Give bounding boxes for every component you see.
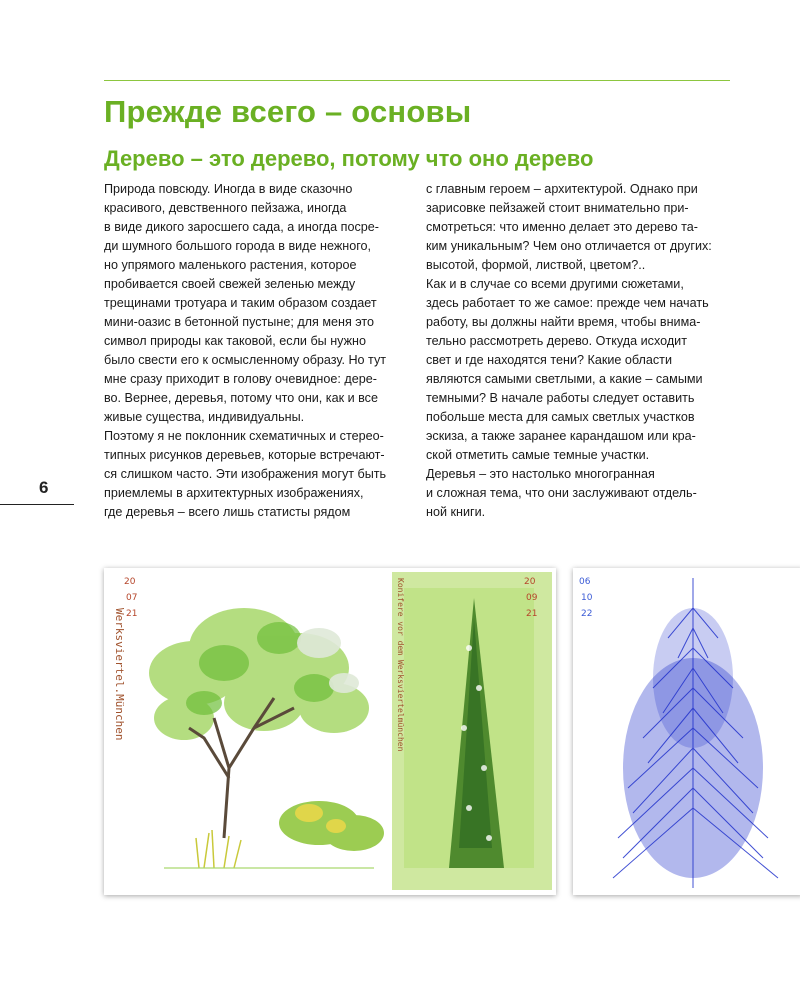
body-line: пробивается своей свежей зеленью между	[104, 277, 356, 291]
body-line: ким уникальным? Чем оно отличается от других:	[426, 239, 712, 253]
body-line: ся слишком часто. Эти изображения могут быть	[104, 467, 387, 481]
deciduous-tree-sketch	[149, 608, 384, 868]
sketch1-date-day: 20	[124, 577, 136, 587]
body-line: во. Вернее, деревья, потому что они, как и все	[104, 391, 378, 405]
body-line: живые существа, индивидуальны.	[104, 410, 305, 424]
sketch1-date-month: 07	[126, 593, 138, 603]
page-number: 6	[39, 478, 49, 497]
watercolor-sketches-illustration	[104, 568, 556, 895]
body-line: мне сразу приходит в голову очевидное: дере-	[104, 372, 377, 386]
body-line: ной книги.	[426, 505, 486, 519]
watercolor-sketches-card	[104, 568, 556, 895]
body-line: приемлемы в архитектурных изображениях,	[104, 486, 364, 500]
body-line: и сложная тема, что они заслуживают отдель-	[426, 486, 697, 500]
body-line: Как и в случае со всеми другими сюжетами,	[426, 277, 684, 291]
body-line: Поэтому я не поклонник схематичных и стерео-	[104, 429, 384, 443]
section-subtitle: Дерево – это дерево, потому что оно дерево	[104, 146, 594, 171]
body-line: являются самыми светлыми, а какие – самыми	[426, 372, 703, 386]
body-line: ди шумного большого города в виде нежного,	[104, 239, 372, 253]
body-line: в виде дикого заросшего сада, а иногда посре-	[104, 220, 379, 234]
body-line: с главным героем – архитектурой. Однако при	[426, 182, 698, 196]
body-line: свет и где находятся тени? Какие области	[426, 353, 672, 367]
body-line: мини-оазис в бетонной пустыне; для меня это	[104, 315, 375, 329]
page-number-rule	[0, 504, 74, 505]
sketch2-vertical-label: Konifere vor dem Werksviertelmünchen	[396, 578, 405, 752]
body-line: Деревья – это настолько многогранная	[426, 467, 655, 481]
body-column-left	[104, 180, 404, 522]
sketch1-vertical-label: Werksviertel.München	[113, 608, 126, 741]
body-line: смотреться: что именно делает это дерево та-	[426, 220, 698, 234]
body-column-right	[426, 180, 736, 522]
body-line: трещинами тротуара и таким образом создает	[104, 296, 377, 310]
body-line: здесь работает то же самое: прежде чем начать	[426, 296, 709, 310]
body-line: высотой, формой, листвой, цветом?..	[426, 258, 646, 272]
body-line: Природа повсюду. Иногда в виде сказочно	[104, 182, 353, 196]
page-title: Прежде всего – основы	[104, 94, 472, 129]
sketch3-date-month: 10	[581, 593, 593, 603]
sketch2-date-day: 20	[524, 577, 536, 587]
ink-tree-illustration	[573, 568, 800, 895]
sketch3-date-year: 22	[581, 609, 593, 619]
body-line: зарисовке пейзажей стоит внимательно при-	[426, 201, 689, 215]
top-rule	[104, 80, 730, 81]
sketch2-date-month: 09	[526, 593, 538, 603]
body-line: тельно рассмотреть дерево. Откуда исходит	[426, 334, 687, 348]
sketch3-date-day: 06	[579, 577, 591, 587]
body-line: работу, вы должны найти время, чтобы внима-	[426, 315, 701, 329]
sketch1-date-year: 21	[126, 609, 138, 619]
sketch2-date-year: 21	[526, 609, 538, 619]
body-line: темными? В начале работы следует оставить	[426, 391, 695, 405]
body-line: побольше места для самых светлых участков	[426, 410, 695, 424]
body-line: но упрямого маленького растения, которое	[104, 258, 357, 272]
body-line: красивого, девственного пейзажа, иногда	[104, 201, 347, 215]
body-line: эскиза, а также заранее карандашом или кра-	[426, 429, 696, 443]
body-line: типных рисунков деревьев, которые встречают-	[104, 448, 385, 462]
ink-sketch-card	[573, 568, 800, 895]
body-line: было свести его к осмысленному образу. Но тут	[104, 353, 387, 367]
body-line: где деревья – всего лишь статисты рядом	[104, 505, 351, 519]
body-line: символ природы как таковой, если бы нужно	[104, 334, 366, 348]
body-line: ской отметить самые темные участки.	[426, 448, 650, 462]
